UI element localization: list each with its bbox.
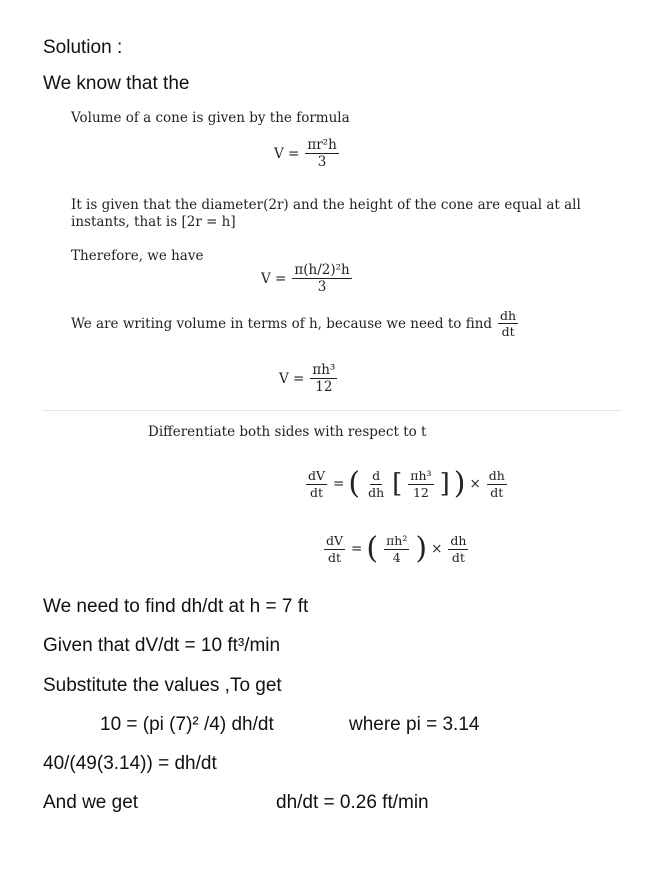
section-divider — [42, 410, 622, 411]
eq5-inner-den: 4 — [392, 549, 401, 565]
volume-substituted-formula — [261, 263, 354, 294]
and-we-get-text: And we get — [43, 792, 139, 813]
intro-text: We know that the — [43, 73, 190, 94]
given-rate-text: Given that dV/dt = 10 ft³/min — [43, 635, 281, 656]
eq4-d: d — [372, 468, 381, 484]
formula-intro: Volume of a cone is given by the formula — [71, 110, 350, 126]
eq3-numerator: πh³ — [312, 362, 336, 378]
eq4-dv: dV — [308, 468, 326, 484]
eq4-equals: = — [333, 476, 345, 492]
eq4-inner-num: πh³ — [410, 468, 432, 484]
given-condition-line1: It is given that the diameter(2r) and the height of the cone are equal at all — [71, 197, 581, 213]
eq4-dh: dh — [368, 484, 385, 500]
eq4-rhs-dt: dt — [490, 484, 504, 500]
eq5-times: × — [431, 541, 443, 557]
eq4-open-paren: ( — [348, 466, 361, 501]
eq4-open-bracket: [ — [392, 469, 403, 499]
eq2-lhs: V = — [261, 270, 287, 287]
eq4-close-paren: ) — [453, 466, 466, 501]
derivative-equation-1 — [304, 466, 509, 501]
eq1-lhs: V = — [274, 145, 300, 162]
eq5-rhs-dh: dh — [450, 533, 467, 549]
eq1-numerator: πr²h — [307, 137, 337, 153]
eq5-dt: dt — [328, 549, 342, 565]
eq4-inner-den: 12 — [412, 484, 429, 500]
given-condition-line2: instants, that is [2r = h] — [71, 214, 236, 230]
volume-formula — [274, 138, 341, 169]
eq1-denominator: 3 — [317, 154, 327, 171]
writing-volume-text — [71, 309, 520, 338]
eq5-rhs-dt: dt — [451, 549, 465, 565]
derivative-equation-2 — [322, 531, 470, 566]
eq5-inner-num: πh² — [386, 533, 408, 549]
eq4-dt: dt — [310, 484, 324, 500]
writing-volume-sentence: We are writing volume in terms of h, because we need to find — [71, 315, 493, 332]
eq2-numerator: π(h/2)²h — [294, 262, 350, 278]
eq2-denominator: 3 — [317, 279, 327, 296]
eq5-equals: = — [351, 541, 363, 557]
eq5-close-paren: ) — [415, 531, 428, 566]
eq5-dv: dV — [326, 533, 344, 549]
need-to-find-text: We need to find dh/dt at h = 7 ft — [43, 596, 309, 617]
differentiate-text: Differentiate both sides with respect to t — [148, 424, 427, 440]
substitute-text: Substitute the values ,To get — [43, 675, 282, 696]
dh-dt-numerator: dh — [500, 308, 517, 323]
therefore-text: Therefore, we have — [71, 248, 204, 264]
computation-line: 40/(49(3.14)) = dh/dt — [43, 753, 217, 774]
dh-dt-denominator: dt — [501, 324, 515, 340]
eq4-close-bracket: ] — [439, 469, 450, 499]
eq3-denominator: 12 — [315, 379, 333, 396]
final-result: dh/dt = 0.26 ft/min — [276, 792, 429, 813]
eq5-open-paren: ( — [366, 531, 379, 566]
eq4-rhs-dh: dh — [488, 468, 505, 484]
solution-heading: Solution : — [43, 37, 123, 58]
volume-in-h-formula — [279, 363, 339, 394]
substituted-equation: 10 = (pi (7)² /4) dh/dt — [100, 714, 274, 735]
pi-value-note: where pi = 3.14 — [349, 714, 480, 735]
eq3-lhs: V = — [279, 370, 305, 387]
eq4-times: × — [469, 476, 481, 492]
